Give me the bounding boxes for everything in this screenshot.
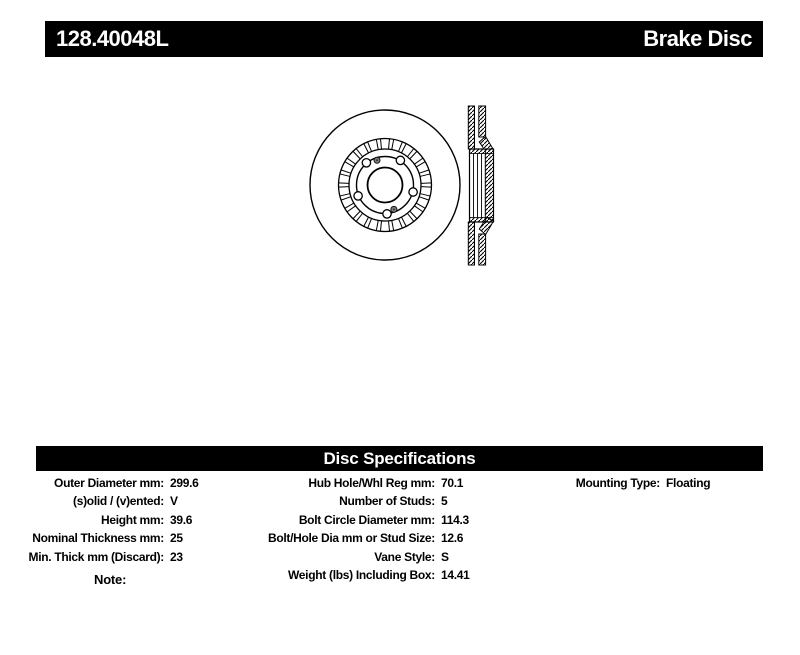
mounting-face-section — [485, 149, 493, 222]
spec-value: 114.3 — [441, 512, 469, 527]
spec-value: 12.6 — [441, 531, 464, 546]
spec-value: 25 — [170, 531, 183, 546]
hub-center-hole — [368, 168, 403, 203]
spec-section-title: Disc Specifications — [323, 448, 476, 468]
plate-section — [479, 106, 486, 137]
spec-label: Outer Diameter mm: — [54, 476, 164, 490]
stud-hole — [383, 210, 391, 218]
spec-value: 299.6 — [170, 476, 199, 490]
header-bar — [45, 21, 763, 57]
spec-row — [550, 474, 710, 492]
side-cross-section-view — [468, 106, 493, 265]
spec-row — [16, 529, 199, 547]
spec-row — [16, 474, 199, 492]
brake-disc-drawing — [290, 95, 510, 280]
spec-row — [245, 566, 470, 584]
spec-label: Vane Style: — [374, 549, 435, 564]
spec-label: (s)olid / (v)ented: — [73, 494, 164, 509]
spec-row — [245, 474, 470, 492]
product-type-title: Brake Disc — [643, 26, 752, 51]
note-label: Note: — [94, 572, 127, 587]
spec-label: Number of Studs: — [339, 494, 435, 509]
spec-label: Mounting Type: — [575, 476, 660, 490]
spec-row — [16, 548, 199, 566]
spec-row — [245, 548, 470, 566]
spec-value: 14.41 — [441, 568, 470, 583]
spec-row — [16, 511, 199, 529]
part-number: 128.40048L — [56, 26, 169, 51]
stud-hole — [354, 192, 362, 200]
spec-column-left — [16, 474, 199, 566]
spec-row — [245, 492, 470, 510]
spec-value: 70.1 — [441, 476, 464, 490]
stud-hole — [362, 159, 370, 167]
spec-value: 5 — [441, 494, 448, 509]
spec-value: 39.6 — [170, 512, 193, 527]
plate-section — [479, 234, 486, 265]
spec-value: 23 — [170, 549, 183, 564]
spec-row — [16, 492, 199, 510]
spec-column-right — [550, 474, 710, 492]
front-view — [310, 110, 460, 260]
plate-section — [468, 222, 474, 265]
spec-label: Nominal Thickness mm: — [32, 531, 164, 546]
spec-value: V — [170, 494, 178, 509]
spec-row — [245, 529, 470, 547]
spec-column-middle — [245, 474, 470, 584]
spec-section-header — [36, 446, 763, 471]
spec-label: Bolt Circle Diameter mm: — [298, 512, 435, 527]
spec-value: Floating — [666, 476, 711, 490]
spec-label: Min. Thick mm (Discard): — [28, 549, 164, 564]
spec-label: Height mm: — [100, 512, 164, 527]
stud-hole — [409, 188, 417, 196]
spec-label: Hub Hole/Whl Reg mm: — [308, 476, 435, 490]
spec-label: Bolt/Hole Dia mm or Stud Size: — [267, 531, 435, 546]
spec-value: S — [441, 549, 449, 564]
spec-row — [245, 511, 470, 529]
spec-label: Weight (lbs) Including Box: — [288, 568, 435, 583]
plate-section — [468, 106, 474, 149]
stud-hole — [396, 156, 404, 164]
